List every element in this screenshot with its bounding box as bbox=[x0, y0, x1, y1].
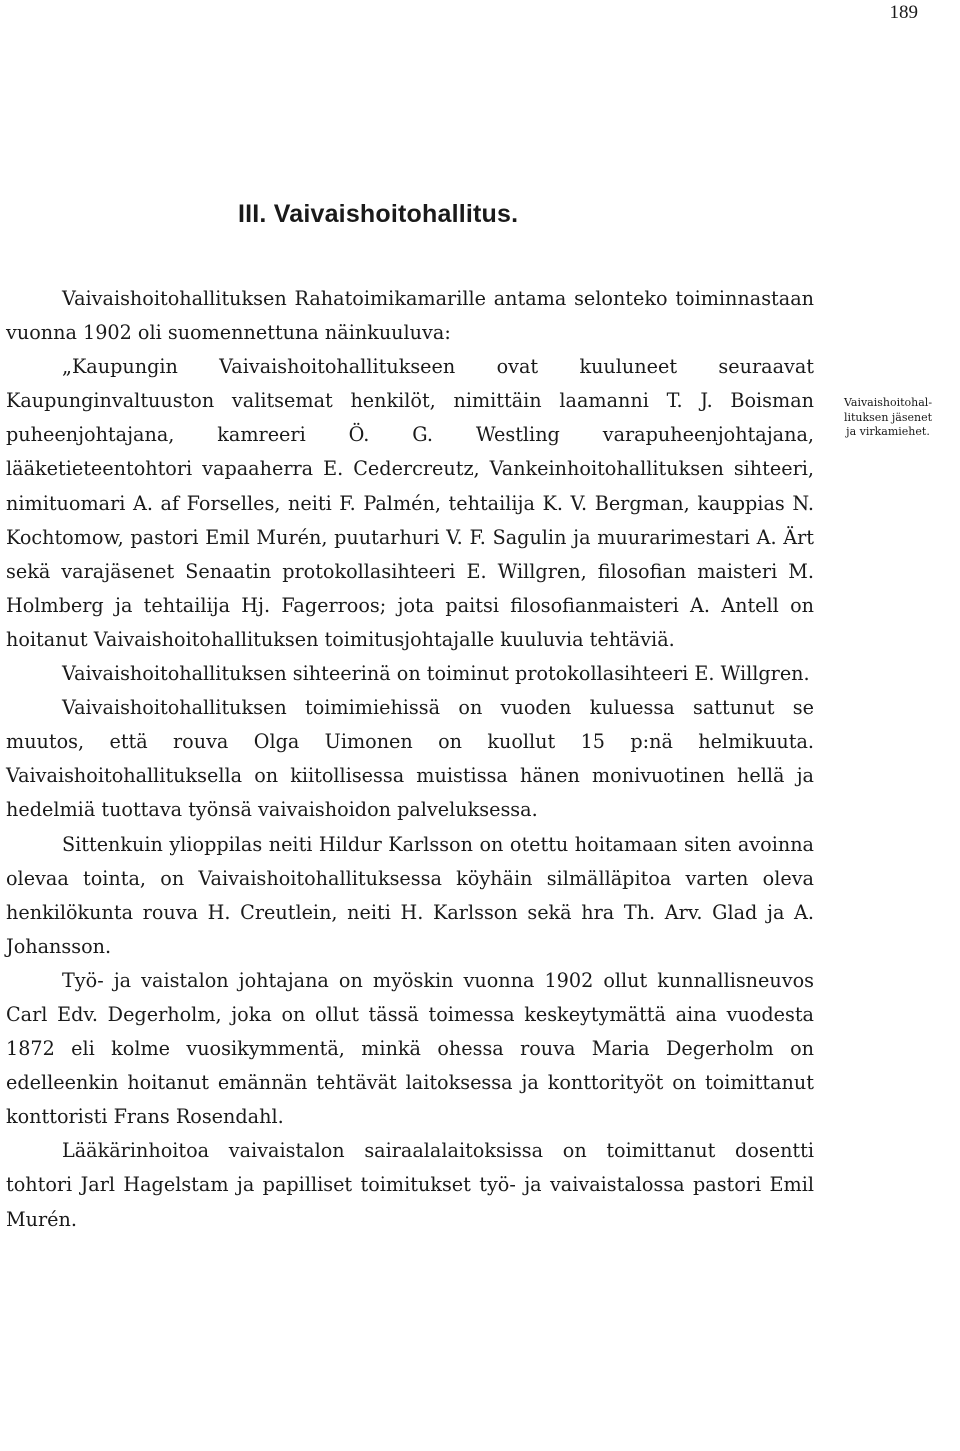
body-text bbox=[6, 282, 814, 1237]
paragraph-supervision-staff: Sittenkuin ylioppilas neiti Hildur Karlsson on otettu hoitamaan siten avoinna olevaa tointa, on Vaivaishoitohallituksessa köyhäin silmälläpitoa varten oleva henkilökunta rouva H. Creutlein, neiti H. Karlsson sekä hra Th. Arv. Glad ja A. Johansson. bbox=[6, 832, 814, 958]
paragraph-secretary: Vaivaishoitohallituksen sihteerinä on toiminut protokollasihteeri E. Willgren. bbox=[62, 662, 810, 686]
margin-note-line: ja virkamiehet. bbox=[846, 425, 930, 438]
paragraph-medical-care: Lääkärinhoitoa vaivaistalon sairaalalaitoksissa on toimittanut dosentti tohtori Jarl Hagelstam ja papilliset toimitukset työ- ja vaivaistalossa pastori Emil Murén. bbox=[6, 1139, 814, 1231]
section-heading: III. Vaivaishoitohallitus. bbox=[238, 200, 519, 228]
margin-note bbox=[818, 396, 958, 440]
paragraph-workhouse: Työ- ja vaistalon johtajana on myöskin vuonna 1902 ollut kunnallisneuvos Carl Edv. Degerholm, joka on ollut tässä toimessa keskeytymättä aina vuodesta 1872 eli kolme vuosikymmentä, minkä ohessa rouva Maria Degerholm on edelleenkin hoitanut emännän tehtävät laitoksessa ja konttorityöt on toimittanut konttoristi Frans Rosendahl. bbox=[6, 968, 814, 1129]
paragraph-intro: Vaivaishoitohallituksen Rahatoimikamarille antama selonteko toiminnastaan vuonna 1902 oli suomennettuna näinkuuluva: bbox=[6, 287, 814, 345]
margin-note-line: lituksen jäsenet bbox=[843, 410, 933, 424]
margin-note-line: Vaivaishoitohal- bbox=[843, 396, 933, 409]
page-number: 189 bbox=[889, 2, 918, 23]
paragraph-staff-changes: Vaivaishoitohallituksen toimimiehissä on vuoden kuluessa sattunut se muutos, että rouva Olga Uimonen on kuollut 15 p:nä helmikuuta. Vaivaishoitohallituksella on kiitollisessa muistissa hänen monivuotinen hellä ja hedelmiä tuottava työnsä vaivaishoidon palveluksessa. bbox=[6, 696, 814, 822]
paragraph-members: „Kaupungin Vaivaishoitohallitukseen ovat kuuluneet seuraavat Kaupunginvaltuuston valitsemat henkilöt, nimittäin laamanni T. J. Boisman puheenjohtajana, kamreeri Ö. G. Westling varapuheenjohtajana, lääketieteentohtori vapaaherra E. Cedercreutz, Vankeinhoitohallituksen sihteeri, nimituomari A. af Forselles, neiti F. Palmén, tehtailija K. V. Bergman, kauppias N. Kochtomow, pastori Emil Murén, puutarhuri V. F. Sagulin ja muurarimestari A. Ärt sekä varajäsenet Senaatin protokollasihteeri E. Willgren, filosofian maisteri M. Holmberg ja tehtailija Hj. Fagerroos; jota paitsi filosofianmaisteri A. Antell on hoitanut Vaivaishoitohallituksen toimitusjohtajalle kuuluvia tehtäviä. bbox=[6, 355, 814, 651]
